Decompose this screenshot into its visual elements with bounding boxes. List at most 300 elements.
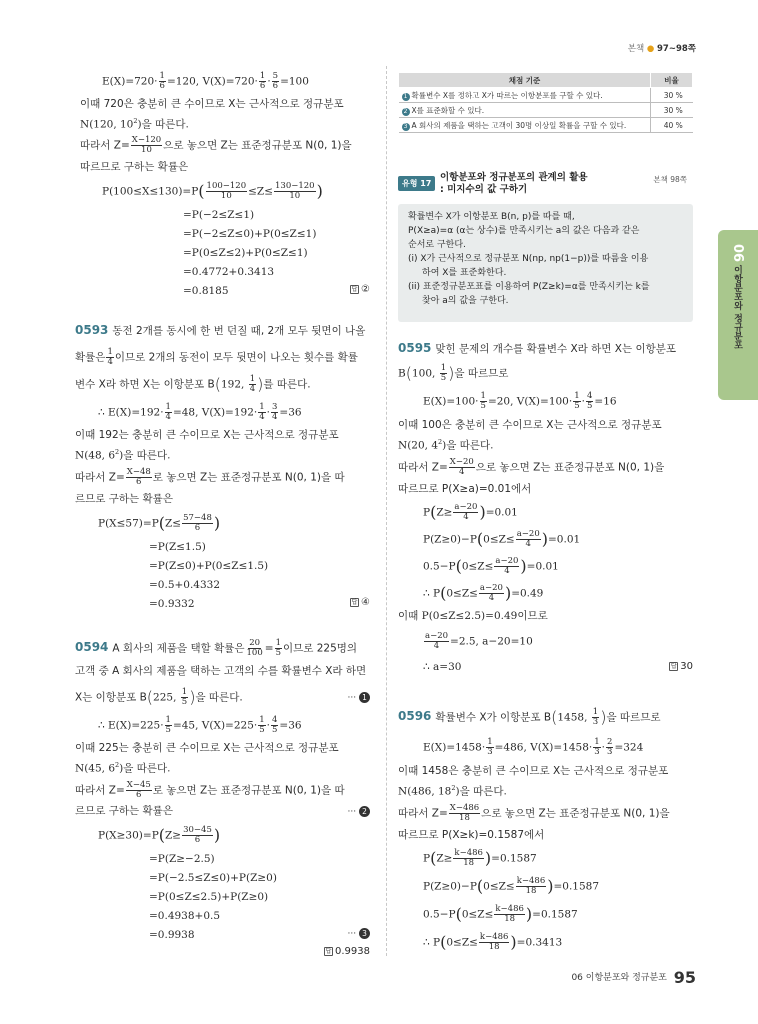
text: =48, V(X)=192·	[172, 406, 258, 419]
equation-line: E(X)=100· $\frac{1}{5}$ =20, V(X)=100· $\frac{1}{5}$ · $\frac{4}{5}$ =16	[423, 391, 617, 411]
fraction	[165, 403, 172, 422]
denominator: 6	[194, 834, 201, 845]
text: =0.01	[548, 533, 581, 546]
superscript: 2	[133, 117, 138, 125]
equation-line: =P(0≤Z≤2.5)+P(Z≥0)	[149, 891, 269, 903]
solution-line: 르므로 구하는 확률은	[75, 805, 173, 817]
fraction	[249, 375, 256, 394]
numerator: 5	[272, 71, 279, 81]
equation-line	[423, 933, 562, 952]
text: 0≤Z≤	[483, 880, 515, 893]
text: E(X)=720·	[102, 75, 158, 88]
denominator: 18	[463, 857, 475, 868]
fraction	[606, 738, 613, 757]
fraction	[246, 639, 264, 658]
equation-line: =P(Z≤0)+P(0≤Z≤1.5)	[149, 560, 269, 572]
text: =0.3413	[516, 936, 563, 949]
equation-line: =P(−2≤Z≤0)+P(0≤Z≤1)	[183, 228, 317, 240]
denominator: 10	[141, 144, 152, 155]
equation-line	[423, 849, 537, 868]
numerator: X−486	[449, 803, 480, 813]
side-tab-text: 이항분포와 정규분포	[732, 265, 742, 350]
superscript: 2	[115, 761, 120, 769]
denominator: 4	[433, 640, 440, 651]
text: =120, V(X)=720·	[166, 75, 258, 88]
text: ∴ E(X)=225·	[98, 719, 164, 732]
text: 로 놓으면 Z는 표준정규분포 N(0, 1)을 따	[152, 784, 345, 797]
denominator: 10	[289, 190, 301, 201]
problem-line: 고객 중 A 회사의 제품을 택하는 고객의 수를 확률변수 X라 하면	[75, 665, 367, 677]
denominator: 3	[487, 746, 493, 757]
fraction	[424, 632, 449, 651]
text: ∴ P	[423, 587, 441, 600]
text: 192,	[220, 378, 248, 391]
denominator: 3	[592, 716, 599, 727]
paren: (	[430, 848, 437, 868]
fraction	[479, 933, 510, 952]
text: 1458,	[557, 711, 591, 724]
solution-line: 이때 192는 충분히 큰 수이므로 X는 근사적으로 정규분포	[75, 429, 339, 441]
fraction	[275, 639, 282, 658]
numerator: 1	[275, 638, 281, 648]
text: =45, V(X)=225·	[172, 719, 258, 732]
text: )을 따른다.	[119, 762, 171, 775]
text: N(20, 4	[398, 439, 439, 452]
text: )을 따른다.	[119, 449, 171, 462]
type-title	[440, 172, 588, 196]
fraction	[259, 72, 266, 91]
answer-badge	[669, 661, 693, 672]
answer-icon: 답	[351, 598, 358, 606]
equation-line: ∴ E(X)=225· $\frac{1}{5}$ =45, V(X)=225· $\frac{1}{5}$ · $\frac{4}{5}$ =36	[98, 715, 302, 735]
text: 따라서 Z=	[398, 461, 448, 474]
fraction	[516, 877, 547, 896]
numerator: X−20	[449, 457, 474, 467]
type-title-line: 이항분포와 정규분포의 관계의 활용	[440, 172, 588, 183]
problem-number: 0593	[75, 323, 109, 337]
solution-line: 르므로 구하는 확률은	[75, 493, 173, 505]
fraction	[586, 392, 593, 411]
page-ref-dot: ●	[646, 44, 655, 54]
text: 으로 놓으면 Z는 표준정규분포 N(0, 1)을	[475, 461, 665, 474]
summary-line: 순서로 구한다.	[408, 240, 466, 250]
text: 을 따르므로	[606, 711, 661, 724]
text: 0≤Z≤	[461, 560, 494, 573]
step-number: 3	[359, 928, 370, 939]
summary-line: 하여 X를 표준화한다.	[422, 268, 507, 278]
numerator: k−486	[495, 904, 524, 914]
numerator: 57−48	[183, 513, 212, 523]
solution-line: 이때 1458은 충분히 큰 수이므로 X는 근사적으로 정규분포	[398, 765, 669, 777]
numerator: 1	[259, 402, 265, 412]
step-number: 1	[359, 692, 370, 703]
denominator: 18	[525, 885, 537, 896]
equation-line	[423, 632, 533, 651]
fraction	[106, 348, 113, 367]
fraction	[258, 403, 265, 422]
equation-line: =P(Z≤1.5)	[149, 541, 206, 553]
numerator: X−45	[126, 780, 151, 790]
solution-line: 이때 P(0≤Z≤2.5)=0.49이므로	[398, 610, 548, 622]
numerator: X−48	[126, 467, 151, 477]
paren: (	[551, 707, 558, 727]
text: =0.1587	[553, 880, 600, 893]
table-header-row	[399, 73, 693, 88]
fraction	[592, 708, 599, 727]
fraction	[593, 738, 600, 757]
text: 225,	[153, 691, 180, 704]
paren: (	[146, 687, 154, 707]
denominator: 4	[107, 356, 113, 367]
paren: (	[455, 556, 462, 576]
solution-line	[75, 468, 345, 487]
numerator: 1	[574, 391, 580, 401]
denominator: 6	[272, 80, 279, 91]
denominator: 4	[463, 511, 469, 522]
summary-line: P(X≥a)=α (α는 상수)를 만족시키는 a의 값은 다음과 같은	[408, 226, 640, 236]
paren: )	[510, 932, 517, 952]
numerator: 1	[487, 737, 493, 747]
fraction	[271, 716, 278, 735]
text: 을 따르므로	[454, 367, 509, 380]
denominator: 4	[459, 466, 465, 477]
equation-line	[423, 905, 578, 924]
paren: (	[440, 932, 447, 952]
equation-line: =0.9332	[149, 598, 195, 610]
text: 이므로 225명의	[282, 642, 358, 655]
text: =0.49	[511, 587, 544, 600]
side-tab-label	[730, 244, 745, 349]
step-marker: ··· 3	[348, 928, 370, 939]
equation-line	[102, 182, 323, 201]
equation-line	[423, 584, 543, 603]
criterion-cell	[399, 118, 651, 133]
text: 0.5−P	[423, 908, 456, 921]
problem-line	[398, 364, 508, 383]
fraction	[449, 458, 475, 477]
answer-badge	[350, 284, 370, 295]
fraction	[271, 403, 278, 422]
text: B	[398, 367, 406, 380]
equation-line: =P(0≤Z≤2)+P(0≤Z≤1)	[183, 247, 308, 259]
answer-text: 0.9938	[335, 946, 370, 957]
fraction	[480, 392, 487, 411]
numerator: 100−120	[206, 181, 247, 191]
denominator: 5	[259, 724, 265, 735]
solution-line	[398, 785, 507, 797]
summary-line: (ii) 표준정규분포표를 이용하여 P(Z≥k)=α를 만족시키는 k를	[408, 282, 650, 292]
paren: (	[158, 513, 166, 533]
numerator: 20	[249, 638, 261, 648]
text: E(X)=1458·	[423, 741, 486, 754]
text: 로 놓으면 Z는 표준정규분포 N(0, 1)을 따	[152, 471, 345, 484]
type-header	[398, 172, 693, 198]
numerator: a−20	[454, 502, 478, 512]
column-header: 채점 기준	[399, 73, 651, 88]
paren: (	[158, 825, 166, 845]
denominator: 5	[480, 400, 486, 411]
text: 확률은	[75, 351, 106, 364]
denominator: 4	[504, 565, 510, 576]
denominator: 5	[574, 400, 580, 411]
text: 을 따른다.	[195, 691, 243, 704]
side-tab-number: 06	[730, 244, 745, 263]
paren: )	[525, 904, 533, 924]
equation-line: =0.9938	[149, 929, 195, 941]
numerator: a−20	[516, 529, 540, 539]
equation-line	[423, 877, 599, 896]
paren: (	[198, 181, 205, 201]
text: =0.01	[526, 560, 559, 573]
denominator: 10	[220, 190, 232, 201]
fraction	[206, 182, 248, 201]
text: 동전 2개를 동시에 한 번 던질 때, 2개 모두 뒷면이 나올	[112, 325, 366, 337]
fraction	[274, 182, 316, 201]
text: X는 이항분포 B	[75, 691, 147, 704]
numerator: 2	[607, 737, 613, 747]
denominator: 5	[440, 372, 447, 383]
text: P(X≤57)=P	[98, 517, 159, 530]
answer-icon: 답	[325, 947, 332, 955]
problem-line	[398, 708, 661, 727]
equation-line: ∴ a=30	[423, 661, 462, 673]
superscript: 2	[438, 438, 443, 446]
fraction	[182, 826, 213, 845]
text: N(48, 6	[75, 449, 116, 462]
type-page-ref: 본책 98쪽	[653, 175, 687, 184]
superscript: 2	[451, 784, 456, 792]
numerator: 1	[249, 374, 256, 384]
text: )을 따른다.	[442, 439, 494, 452]
table-row	[399, 103, 693, 118]
paren: )	[257, 374, 264, 394]
text: 0≤Z≤	[446, 587, 478, 600]
text: P(Z≥0)−P	[423, 880, 477, 893]
solution-line: 이때 720은 충분히 큰 수이므로 X는 근사적으로 정규분포	[80, 98, 344, 110]
fraction	[258, 716, 265, 735]
answer-badge	[324, 946, 370, 957]
criterion-text: A 회사의 제품을 택하는 고객이 30명 이상일 확률을 구할 수 있다.	[411, 120, 627, 130]
summary-line: (i) X가 근사적으로 정규분포 N(np, np(1−p))를 따름을 이용	[408, 254, 649, 264]
denominator: 5	[271, 724, 278, 735]
text: Z≥	[436, 506, 453, 519]
numerator: 1	[594, 737, 600, 747]
denominator: 4	[165, 411, 171, 422]
fraction	[453, 503, 478, 522]
denominator: 4	[271, 411, 278, 422]
page-ref-pages: 97~98쪽	[657, 44, 696, 54]
problem-number: 0596	[398, 709, 432, 724]
column-divider	[386, 66, 387, 956]
numerator: 4	[586, 391, 593, 401]
type-title-line: : 미지수의 값 구하기	[440, 184, 528, 195]
text: 으로 놓으면 Z는 표준정규분포 N(0, 1)을	[481, 807, 670, 820]
answer-icon: 답	[351, 285, 358, 293]
text: 으로 놓으면 Z는 표준정규분포 N(0, 1)을	[163, 139, 352, 152]
ratio-cell: 40 %	[651, 118, 693, 133]
column-header: 비율	[651, 73, 693, 88]
text: )을 따른다.	[137, 118, 189, 131]
paren: )	[189, 687, 196, 707]
text: =36	[279, 719, 302, 732]
fraction	[573, 392, 580, 411]
denominator: 18	[504, 913, 516, 924]
text: P	[423, 852, 431, 865]
text: 따라서 Z=	[80, 139, 130, 152]
denominator: 4	[525, 538, 531, 549]
text: =2.5, a−20=10	[450, 635, 533, 648]
equation-line: =P(Z≥−2.5)	[149, 853, 215, 865]
denominator: 18	[459, 812, 470, 823]
paren: )	[600, 707, 607, 727]
paren: )	[479, 502, 486, 522]
denominator: 100	[246, 647, 263, 658]
solution-line	[75, 781, 345, 800]
equation-line	[423, 530, 580, 549]
text: 를 따른다.	[263, 378, 311, 391]
equation-line: E(X)=1458· $\frac{1}{3}$ =486, V(X)=1458· $\frac{1}{3}$ · $\frac{2}{3}$ =324	[423, 737, 644, 757]
denominator: 3	[594, 746, 600, 757]
equation-line: =0.4938+0.5	[149, 910, 221, 922]
text: Z≤	[165, 517, 182, 530]
text: 0≤Z≤	[483, 533, 515, 546]
text: )을 따른다.	[455, 785, 507, 798]
text: N(45, 6	[75, 762, 116, 775]
problem-line	[75, 688, 243, 707]
fraction	[449, 804, 480, 823]
paren: )	[541, 529, 548, 549]
paren: )	[504, 583, 512, 603]
numerator: 1	[592, 707, 599, 717]
chapter-side-tab[interactable]	[718, 230, 758, 400]
text: P(X≥30)=P	[98, 829, 159, 842]
denominator: 6	[136, 789, 142, 800]
denominator: 18	[488, 941, 500, 952]
problem-line	[75, 324, 365, 337]
paren: (	[440, 583, 447, 603]
denominator: 6	[259, 80, 266, 91]
page-reference	[628, 42, 696, 54]
solution-line: 따르므로 구하는 확률은	[80, 161, 189, 173]
summary-line: 찾아 a의 값을 구한다.	[422, 296, 509, 306]
denominator: 5	[275, 647, 281, 658]
text: =0.1587	[491, 852, 537, 865]
numerator: 1	[480, 391, 486, 401]
solution-line: 이때 100은 충분히 큰 수이므로 X는 근사적으로 정규분포	[398, 419, 662, 431]
equation-line: =P(−2≤Z≤1)	[183, 209, 255, 221]
text: 100,	[411, 367, 439, 380]
solution-line	[398, 439, 494, 451]
text: 0≤Z≤	[461, 908, 494, 921]
text: Z≥	[436, 852, 453, 865]
answer-icon: 답	[670, 662, 677, 670]
problem-line	[398, 342, 676, 355]
equation-line	[423, 503, 518, 522]
paren: )	[547, 876, 554, 896]
step-marker: ··· 2	[348, 806, 370, 817]
fraction	[440, 364, 447, 383]
summary-line: 확률변수 X가 이항분포 B(n, p)를 따를 때,	[408, 212, 575, 222]
criterion-number: 3	[402, 123, 410, 131]
text: =100	[280, 75, 309, 88]
ratio-cell: 30 %	[651, 103, 693, 118]
page-footer	[571, 968, 696, 987]
text: 따라서 Z=	[398, 807, 448, 820]
fraction	[165, 716, 172, 735]
fraction	[126, 468, 152, 487]
text: =0.1587	[532, 908, 578, 921]
type-summary-box	[398, 204, 693, 322]
text: 따라서 Z=	[75, 471, 125, 484]
scoring-table	[398, 72, 693, 133]
numerator: 1	[165, 402, 171, 412]
equation-line	[423, 557, 559, 576]
answer-text: 30	[680, 661, 693, 672]
step-marker: ··· 1	[348, 692, 370, 703]
footer-chapter: 06 이항분포와 정규분포	[571, 973, 667, 983]
solution-line: E(X)=720· $\frac{1}{6}$ =120, V(X)=720· $\frac{1}{6}$ · $\frac{5}{6}$ =100	[102, 71, 309, 91]
fraction	[453, 849, 484, 868]
numerator: 1	[159, 71, 165, 81]
equation-line: =0.4772+0.3413	[183, 266, 275, 278]
page-ref-prefix: 본책	[627, 44, 645, 54]
paren: (	[455, 904, 462, 924]
numerator: X−120	[131, 135, 162, 145]
numerator: 4	[271, 715, 278, 725]
text: P	[423, 506, 431, 519]
text: N(120, 10	[80, 118, 134, 131]
paren: )	[316, 181, 323, 201]
fraction	[131, 136, 162, 155]
text: Z≥	[165, 829, 182, 842]
denominator: 5	[181, 696, 188, 707]
text: =324	[614, 741, 644, 754]
paren: )	[520, 556, 527, 576]
text: ≤Z≤	[248, 185, 274, 198]
text: P(Z≥0)−P	[423, 533, 477, 546]
solution-line: 따르므로 P(X≥a)=0.01에서	[398, 483, 532, 495]
numerator: a−20	[495, 556, 519, 566]
text: N(486, 18	[398, 785, 452, 798]
table-row	[399, 88, 693, 103]
paren: (	[476, 529, 484, 549]
numerator: 1	[181, 687, 188, 697]
type-badge: 유형 17	[398, 176, 435, 191]
solution-line	[398, 458, 664, 477]
answer-text: ②	[361, 284, 370, 295]
problem-line	[75, 348, 358, 367]
solution-line	[398, 804, 670, 823]
fraction	[181, 688, 188, 707]
solution-line	[80, 136, 352, 155]
fraction	[479, 584, 504, 603]
problem-number: 0594	[75, 640, 109, 655]
paren: (	[405, 363, 412, 383]
text: 0.5−P	[423, 560, 456, 573]
denominator: 3	[607, 746, 613, 757]
fraction	[494, 905, 525, 924]
text: E(X)=100·	[423, 395, 479, 408]
numerator: 1	[440, 363, 447, 373]
numerator: 1	[259, 71, 266, 81]
solution-line	[80, 118, 189, 130]
problem-number: 0595	[398, 341, 432, 355]
criterion-cell	[399, 88, 651, 103]
paren: )	[448, 363, 455, 383]
step-number: 2	[359, 806, 370, 817]
denominator: 5	[165, 724, 171, 735]
numerator: k−486	[516, 876, 546, 886]
